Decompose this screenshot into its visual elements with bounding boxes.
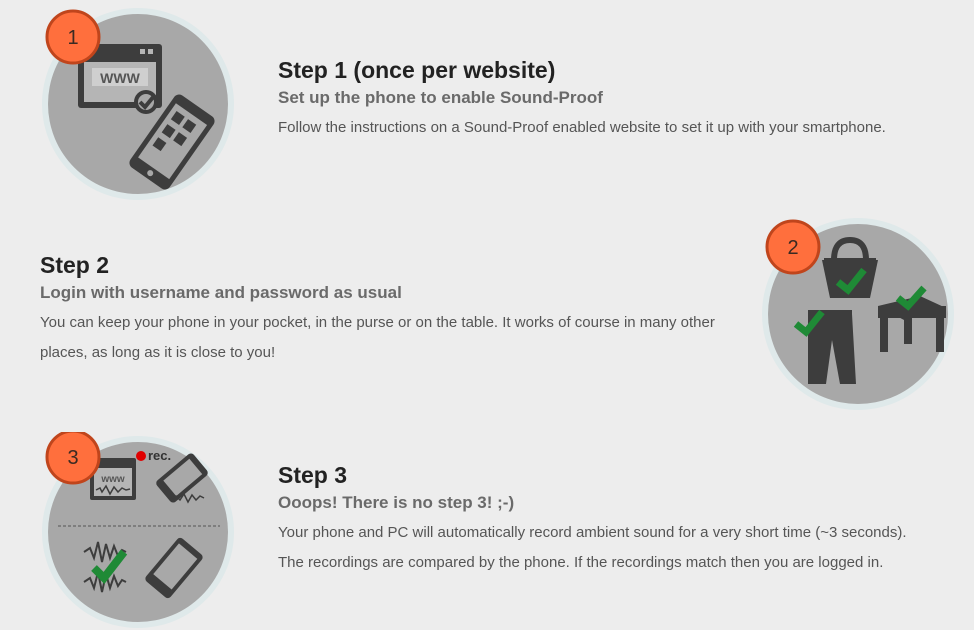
checkmark-icon (134, 90, 158, 114)
www-label: WWW (100, 70, 140, 86)
step2-text (40, 252, 740, 368)
step1-illustration (40, 4, 236, 200)
step-number-badge (47, 11, 99, 63)
step3-illustration (40, 432, 236, 628)
step-description: You can keep your phone in your pocket, in the purse or on the table. It works of course in many other places, as long as it is close to you! (40, 314, 715, 361)
step-number-badge (47, 432, 99, 483)
www-label: www (101, 474, 125, 485)
step-number-badge (767, 221, 819, 273)
step-description: Follow the instructions on a Sound-Proof enabled website to set it up with your smartphone. (278, 119, 886, 136)
step-title: Step 2 (40, 252, 110, 278)
step-number: 3 (67, 447, 79, 469)
step-subtitle: Login with username and password as usual (40, 283, 402, 302)
step-description-line: Your phone and PC will automatically record ambient sound for a very short time (~3 seconds). (278, 524, 907, 541)
step-number: 1 (67, 27, 79, 49)
step-description-line: The recordings are compared by the phone. If the recordings match then you are logged in. (278, 554, 884, 571)
record-dot-icon (136, 451, 146, 461)
step2-illustration (760, 214, 956, 410)
step-number: 2 (787, 237, 799, 259)
step-subtitle: Set up the phone to enable Sound-Proof (278, 88, 603, 107)
rec-label: rec. (148, 448, 172, 463)
step1-text (278, 57, 958, 143)
step-title: Step 1 (once per website) (278, 57, 556, 83)
step-subtitle: Ooops! There is no step 3! ;-) (278, 493, 515, 512)
step-title: Step 3 (278, 462, 348, 488)
step3-text (278, 462, 968, 578)
